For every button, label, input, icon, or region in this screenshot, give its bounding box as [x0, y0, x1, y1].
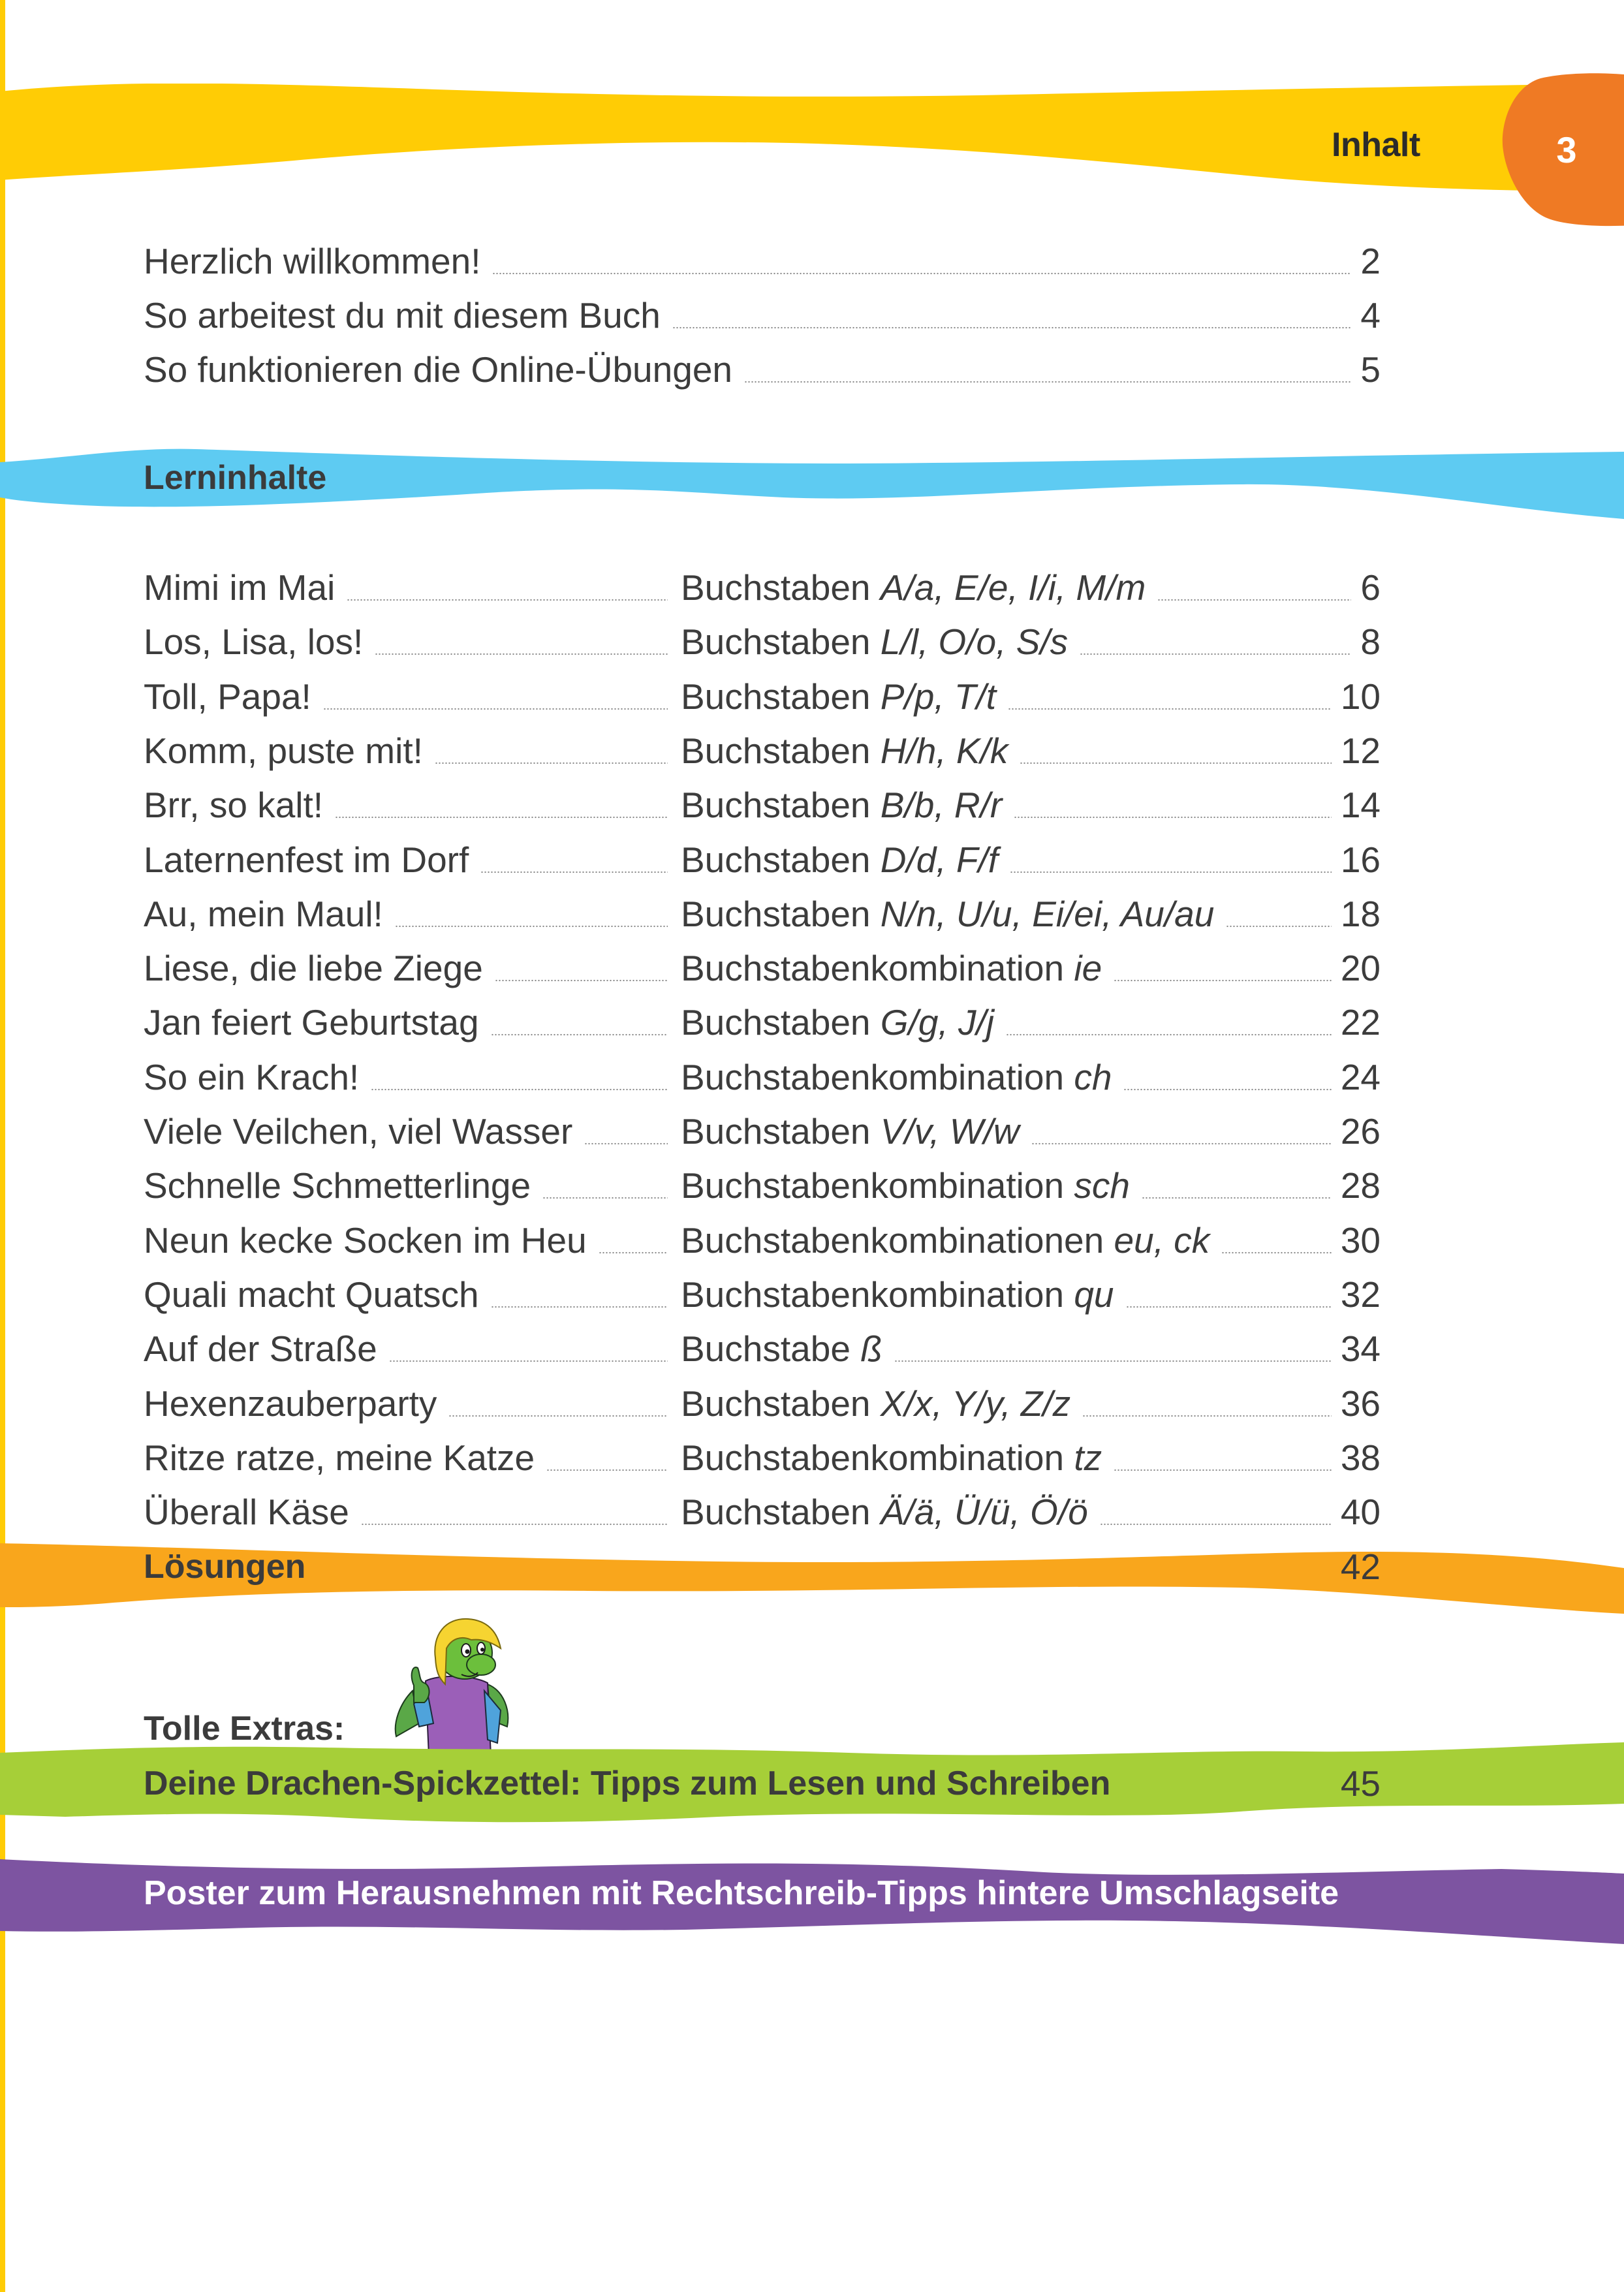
toc-page: 20	[1340, 948, 1381, 989]
toc-title-column	[144, 1489, 681, 1535]
topic-letters: H/h, K/k	[880, 730, 1008, 771]
toc-page: 22	[1340, 1002, 1381, 1043]
toc-page: 40	[1340, 1492, 1381, 1533]
toc-title-column	[144, 728, 681, 774]
toc-topic-column	[681, 565, 1381, 610]
dot-leader	[1100, 1523, 1332, 1526]
toc-topic-column	[681, 1435, 1381, 1481]
toc-title: So funktionieren die Online-Übungen	[144, 349, 732, 390]
toc-title: Hexenzauberparty	[144, 1383, 437, 1424]
dot-leader	[1123, 1088, 1331, 1091]
toc-row[interactable]	[144, 1489, 1381, 1535]
toc-topic	[681, 999, 994, 1045]
dot-leader	[1114, 979, 1332, 982]
toc-page: 32	[1340, 1274, 1381, 1315]
toc-row[interactable]	[144, 619, 1381, 665]
dot-leader	[347, 599, 668, 601]
toc-page: 6	[1360, 567, 1381, 608]
dot-leader	[435, 762, 668, 764]
section-title: Inhalt	[1332, 126, 1420, 164]
toc-topic-column	[681, 1489, 1381, 1535]
topic-label: Buchstabenkombination	[681, 1274, 1065, 1315]
toc-topic	[681, 945, 1102, 991]
toc-title-column	[144, 999, 681, 1045]
toc-title-loesungen[interactable]: Lösungen	[144, 1548, 306, 1586]
toc-topic	[681, 891, 1214, 937]
dot-leader	[389, 1360, 668, 1362]
dot-leader	[335, 816, 668, 819]
toc-row[interactable]	[144, 945, 1381, 991]
toc-topic-column	[681, 1272, 1381, 1317]
toc-title-column	[144, 1108, 681, 1154]
toc-page: 14	[1340, 785, 1381, 826]
dot-leader	[375, 653, 668, 655]
section-heading-lerninhalte: Lerninhalte	[144, 459, 327, 497]
toc-title-column	[144, 1272, 681, 1317]
toc-row[interactable]	[144, 1054, 1381, 1100]
toc-row[interactable]	[144, 1217, 1381, 1263]
toc-topic-column	[681, 1381, 1381, 1426]
toc-row-intro[interactable]	[144, 347, 1381, 392]
topic-letters: V/v, W/w	[880, 1111, 1020, 1152]
toc-title-column	[144, 619, 681, 665]
toc-title-column	[144, 1217, 681, 1263]
toc-page: 4	[1360, 295, 1381, 336]
toc-page: 10	[1340, 676, 1381, 717]
topic-label: Buchstaben	[681, 621, 871, 663]
toc-topic	[681, 1163, 1130, 1208]
topic-letters: qu	[1074, 1274, 1114, 1315]
toc-topic-column	[681, 999, 1381, 1045]
dot-leader	[491, 1306, 668, 1308]
toc-title-spickzettel[interactable]: Deine Drachen-Spickzettel: Tipps zum Lesen und Schreiben	[144, 1765, 1111, 1802]
toc-topic-column	[681, 1163, 1381, 1208]
toc-title: Neun kecke Socken im Heu	[144, 1219, 587, 1261]
toc-page: 28	[1340, 1165, 1381, 1206]
topic-letters: ch	[1074, 1056, 1112, 1097]
dot-leader	[1082, 1415, 1332, 1417]
topic-label: Buchstaben	[681, 785, 871, 826]
dot-leader	[1142, 1197, 1332, 1199]
topic-letters: ie	[1074, 948, 1102, 989]
toc-topic-column	[681, 728, 1381, 774]
toc-row[interactable]	[144, 999, 1381, 1045]
topic-label: Buchstaben	[681, 567, 871, 608]
toc-title: Viele Veilchen, viel Wasser	[144, 1111, 573, 1152]
topic-letters: ß	[860, 1328, 882, 1370]
dot-leader	[744, 381, 1351, 383]
toc-title-column	[144, 782, 681, 828]
toc-topic	[681, 1272, 1114, 1317]
toc-topic	[681, 782, 1002, 828]
toc-title-column	[144, 1381, 681, 1426]
dot-leader	[1031, 1142, 1332, 1145]
topic-letters: B/b, R/r	[880, 785, 1003, 826]
toc-topic-column	[681, 1108, 1381, 1154]
toc-topic	[681, 1217, 1210, 1263]
topic-letters: G/g, J/j	[880, 1002, 994, 1043]
toc-topic	[681, 1054, 1112, 1100]
topic-label: Buchstabenkombination	[681, 1056, 1065, 1097]
topic-label: Buchstaben	[681, 839, 871, 880]
topic-letters: D/d, F/f	[880, 839, 999, 880]
dot-leader	[1226, 925, 1331, 928]
toc-title: Brr, so kalt!	[144, 785, 324, 826]
toc-topic	[681, 674, 996, 719]
dot-leader	[492, 272, 1351, 275]
topic-label: Buchstaben	[681, 1002, 871, 1043]
toc-title-column	[144, 1435, 681, 1481]
toc-title-column	[144, 945, 681, 991]
topic-label: Buchstaben	[681, 1492, 871, 1533]
toc-row[interactable]	[144, 1108, 1381, 1154]
toc-row[interactable]	[144, 565, 1381, 610]
toc-title-column	[144, 891, 681, 937]
dot-leader	[495, 979, 668, 982]
toc-row[interactable]	[144, 837, 1381, 883]
topic-letters: sch	[1074, 1165, 1130, 1206]
toc-topic-column	[681, 782, 1381, 828]
toc-title: Toll, Papa!	[144, 676, 311, 717]
toc-title-column	[144, 1163, 681, 1208]
left-edge-stripe	[0, 0, 5, 2292]
topic-label: Buchstaben	[681, 676, 871, 717]
dot-leader	[1006, 1033, 1332, 1036]
toc-title: So ein Krach!	[144, 1056, 360, 1097]
toc-row[interactable]	[144, 1381, 1381, 1426]
topic-label: Buchstabenkombination	[681, 1437, 1065, 1478]
toc-row[interactable]	[144, 891, 1381, 937]
toc-title-column	[144, 1054, 681, 1100]
topic-letters: tz	[1074, 1437, 1102, 1478]
page-number: 3	[1556, 129, 1577, 170]
toc-title-column	[144, 674, 681, 719]
toc-title: Herzlich willkommen!	[144, 241, 481, 281]
dot-leader	[542, 1197, 668, 1199]
toc-topic-column	[681, 1217, 1381, 1263]
toc-title: Au, mein Maul!	[144, 893, 383, 934]
toc-topic-column	[681, 837, 1381, 883]
toc-title-column	[144, 565, 681, 610]
toc-topic-column	[681, 1326, 1381, 1372]
toc-topic	[681, 619, 1068, 665]
toc-row-intro[interactable]	[144, 238, 1381, 284]
topic-label: Buchstaben	[681, 730, 871, 771]
dot-leader	[1010, 871, 1332, 873]
topic-letters: Ä/ä, Ü/ü, Ö/ö	[880, 1492, 1088, 1533]
dot-leader	[371, 1088, 668, 1091]
toc-title: Laternenfest im Dorf	[144, 839, 469, 880]
toc-page-spickzettel: 45	[1340, 1763, 1381, 1804]
topic-label: Buchstabenkombination	[681, 1165, 1065, 1206]
dot-leader	[361, 1523, 668, 1526]
topic-label: Buchstaben	[681, 1383, 871, 1424]
toc-title: Los, Lisa, los!	[144, 621, 364, 663]
toc-topic	[681, 1326, 882, 1372]
toc-topic	[681, 1435, 1102, 1481]
dot-leader	[480, 871, 668, 873]
dot-leader	[1157, 599, 1351, 601]
toc-page: 5	[1360, 349, 1381, 390]
toc-row-intro[interactable]	[144, 292, 1381, 338]
toc-page: 26	[1340, 1111, 1381, 1152]
dot-leader	[584, 1142, 668, 1145]
dot-leader	[448, 1415, 668, 1417]
dot-leader	[491, 1033, 668, 1036]
toc-page: 2	[1360, 241, 1381, 281]
extras-heading: Tolle Extras:	[144, 1710, 345, 1748]
topic-letters: A/a, E/e, I/i, M/m	[880, 567, 1146, 608]
toc-title: Auf der Straße	[144, 1328, 377, 1370]
topic-letters: eu, ck	[1114, 1219, 1210, 1261]
dot-leader	[672, 326, 1352, 329]
toc-topic-column	[681, 1054, 1381, 1100]
topic-letters: L/l, O/o, S/s	[880, 621, 1069, 663]
toc-title: Schnelle Schmetterlinge	[144, 1165, 531, 1206]
dot-leader	[546, 1469, 668, 1471]
toc-row[interactable]	[144, 674, 1381, 719]
toc-row[interactable]	[144, 1435, 1381, 1481]
dot-leader	[1126, 1306, 1332, 1308]
toc-title-column	[144, 837, 681, 883]
toc-title: Jan feiert Geburtstag	[144, 1002, 479, 1043]
toc-title: Liese, die liebe Ziege	[144, 948, 483, 989]
toc-topic-column	[681, 891, 1381, 937]
toc-title: So arbeitest du mit diesem Buch	[144, 295, 661, 336]
toc-title: Ritze ratze, meine Katze	[144, 1437, 535, 1478]
topic-label: Buchstabe	[681, 1328, 851, 1370]
toc-page: 12	[1340, 730, 1381, 771]
dot-leader	[1020, 762, 1331, 764]
dot-leader	[323, 708, 668, 710]
toc-row[interactable]	[144, 782, 1381, 828]
toc-page: 34	[1340, 1328, 1381, 1370]
toc-row[interactable]	[144, 1272, 1381, 1317]
toc-page: 18	[1340, 893, 1381, 934]
toc-topic-column	[681, 945, 1381, 991]
dot-leader	[395, 925, 668, 928]
toc-topic	[681, 1381, 1070, 1426]
dot-leader	[599, 1251, 668, 1254]
toc-page: 36	[1340, 1383, 1381, 1424]
toc-topic-column	[681, 619, 1381, 665]
toc-title: Komm, puste mit!	[144, 730, 423, 771]
topic-letters: P/p, T/t	[880, 676, 997, 717]
topic-label: Buchstabenkombinationen	[681, 1219, 1104, 1261]
toc-topic	[681, 1108, 1020, 1154]
toc-topic-column	[681, 674, 1381, 719]
topic-label: Buchstaben	[681, 1111, 871, 1152]
toc-row[interactable]	[144, 1326, 1381, 1372]
toc-topic	[681, 728, 1008, 774]
topic-letters: N/n, U/u, Ei/ei, Au/au	[880, 893, 1215, 934]
toc-page: 8	[1360, 621, 1381, 663]
topic-label: Buchstabenkombination	[681, 948, 1065, 989]
toc-row[interactable]	[144, 1163, 1381, 1208]
toc-topic	[681, 837, 998, 883]
toc-page: 16	[1340, 839, 1381, 880]
toc-page-loesungen: 42	[1340, 1546, 1381, 1587]
toc-title: Quali macht Quatsch	[144, 1274, 479, 1315]
toc-page: 38	[1340, 1437, 1381, 1478]
dot-leader	[1080, 653, 1351, 655]
toc-topic	[681, 1489, 1088, 1535]
toc-row[interactable]	[144, 728, 1381, 774]
dot-leader	[894, 1360, 1332, 1362]
toc-topic	[681, 565, 1146, 610]
toc-page: 30	[1340, 1219, 1381, 1261]
dragon-mascot-illustration	[373, 1612, 533, 1756]
topic-label: Buchstaben	[681, 893, 871, 934]
toc-title-poster[interactable]: Poster zum Herausnehmen mit Rechtschreib-Tipps hintere Umschlagseite	[144, 1874, 1339, 1912]
dot-leader	[1221, 1251, 1332, 1254]
toc-title: Überall Käse	[144, 1492, 349, 1533]
dot-leader	[1114, 1469, 1332, 1471]
page-number-badge	[1495, 73, 1624, 227]
dot-leader	[1014, 816, 1332, 819]
toc-title: Mimi im Mai	[144, 567, 336, 608]
toc-page: 24	[1340, 1056, 1381, 1097]
topic-letters: X/x, Y/y, Z/z	[880, 1383, 1071, 1424]
dot-leader	[1008, 708, 1332, 710]
toc-title-column	[144, 1326, 681, 1372]
